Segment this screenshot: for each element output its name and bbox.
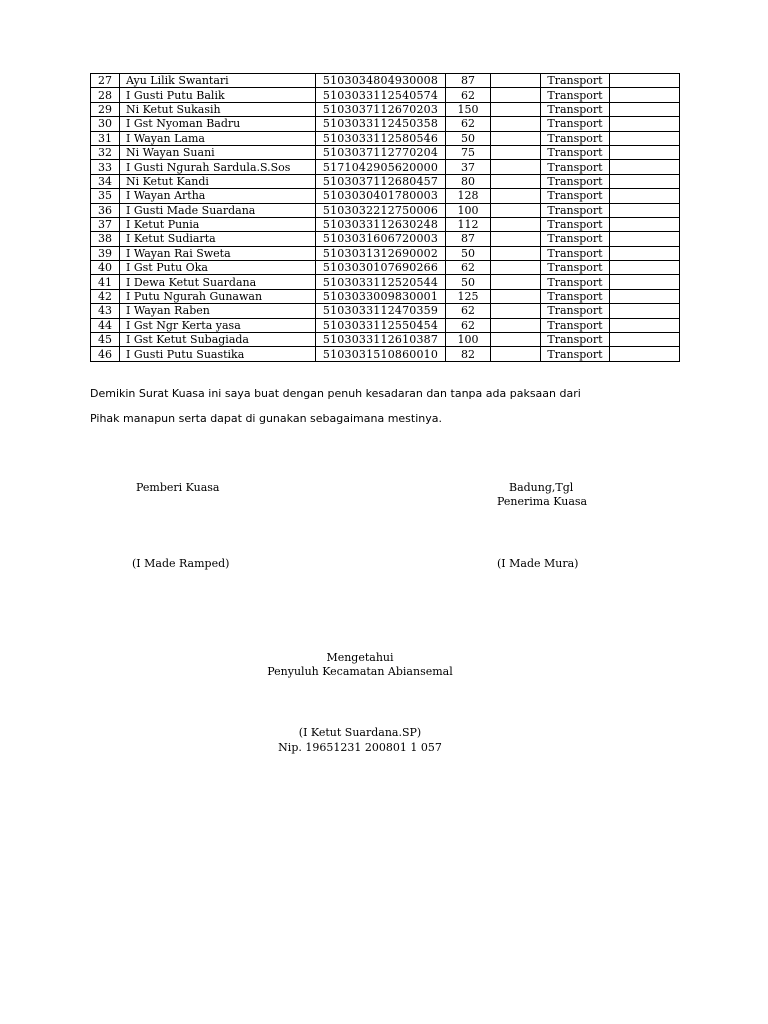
empty-cell <box>610 261 680 275</box>
signature-cell <box>491 189 541 203</box>
recipients-table <box>90 73 680 362</box>
recipient-amount: 112 <box>446 217 491 231</box>
recipient-nik: 5103030107690266 <box>316 261 446 275</box>
recipient-nik: 5103031510860010 <box>316 347 446 361</box>
acknowledge-name: (I Ketut Suardana.SP) <box>298 726 422 739</box>
recipient-nik: 5103037112680457 <box>316 174 446 188</box>
row-number: 39 <box>91 246 120 260</box>
table-row <box>91 203 680 217</box>
row-number: 27 <box>91 74 120 88</box>
acknowledge-role: Penyuluh Kecamatan Abiansemal <box>267 665 453 678</box>
statement-line-2: Pihak manapun serta dapat di gunakan sebagaimana mestinya. <box>90 412 442 425</box>
recipient-name: I Gusti Made Suardana <box>120 203 316 217</box>
empty-cell <box>610 289 680 303</box>
table-row <box>91 232 680 246</box>
recipient-nik: 5103033009830001 <box>316 289 446 303</box>
table-row <box>91 88 680 102</box>
recipient-amount: 128 <box>446 189 491 203</box>
recipient-amount: 87 <box>446 74 491 88</box>
row-number: 33 <box>91 160 120 174</box>
recipient-nik: 5103037112670203 <box>316 102 446 116</box>
recipient-note: Transport <box>541 145 610 159</box>
recipient-note: Transport <box>541 333 610 347</box>
recipient-amount: 150 <box>446 102 491 116</box>
recipient-nik: 5103033112470359 <box>316 304 446 318</box>
recipient-name: I Wayan Lama <box>120 131 316 145</box>
signature-cell <box>491 275 541 289</box>
recipient-amount: 62 <box>446 318 491 332</box>
table-row <box>91 189 680 203</box>
row-number: 38 <box>91 232 120 246</box>
empty-cell <box>610 203 680 217</box>
recipient-note: Transport <box>541 261 610 275</box>
receiver-name: (I Made Mura) <box>497 557 579 570</box>
recipient-amount: 50 <box>446 275 491 289</box>
recipient-name: Ni Ketut Kandi <box>120 174 316 188</box>
recipient-name: I Wayan Raben <box>120 304 316 318</box>
signature-cell <box>491 131 541 145</box>
recipient-note: Transport <box>541 289 610 303</box>
empty-cell <box>610 232 680 246</box>
recipient-name: Ni Wayan Suani <box>120 145 316 159</box>
recipient-name: I Gusti Putu Suastika <box>120 347 316 361</box>
table-row <box>91 174 680 188</box>
table-row <box>91 160 680 174</box>
recipient-amount: 50 <box>446 246 491 260</box>
recipient-note: Transport <box>541 88 610 102</box>
table-row <box>91 246 680 260</box>
empty-cell <box>610 189 680 203</box>
empty-cell <box>610 160 680 174</box>
signature-cell <box>491 318 541 332</box>
row-number: 31 <box>91 131 120 145</box>
row-number: 30 <box>91 117 120 131</box>
empty-cell <box>610 117 680 131</box>
recipient-nik: 5103031312690002 <box>316 246 446 260</box>
signature-cell <box>491 246 541 260</box>
recipient-name: I Wayan Artha <box>120 189 316 203</box>
empty-cell <box>610 347 680 361</box>
recipient-nik: 5103033112610387 <box>316 333 446 347</box>
recipient-nik: 5103034804930008 <box>316 74 446 88</box>
table-row <box>91 74 680 88</box>
recipient-note: Transport <box>541 304 610 318</box>
place-date: Badung,Tgl <box>509 481 574 494</box>
recipient-name: I Putu Ngurah Gunawan <box>120 289 316 303</box>
row-number: 42 <box>91 289 120 303</box>
signature-cell <box>491 102 541 116</box>
empty-cell <box>610 333 680 347</box>
table-row <box>91 145 680 159</box>
row-number: 41 <box>91 275 120 289</box>
recipients-table-body <box>91 74 680 362</box>
empty-cell <box>610 275 680 289</box>
recipient-amount: 62 <box>446 304 491 318</box>
empty-cell <box>610 102 680 116</box>
row-number: 29 <box>91 102 120 116</box>
recipient-note: Transport <box>541 174 610 188</box>
recipient-nik: 5103033112450358 <box>316 117 446 131</box>
recipient-name: I Wayan Rai Sweta <box>120 246 316 260</box>
row-number: 37 <box>91 217 120 231</box>
empty-cell <box>610 88 680 102</box>
recipient-amount: 100 <box>446 203 491 217</box>
signature-cell <box>491 232 541 246</box>
recipient-amount: 75 <box>446 145 491 159</box>
empty-cell <box>610 246 680 260</box>
recipient-note: Transport <box>541 217 610 231</box>
recipient-name: I Gst Ketut Subagiada <box>120 333 316 347</box>
row-number: 35 <box>91 189 120 203</box>
row-number: 32 <box>91 145 120 159</box>
table-row <box>91 275 680 289</box>
row-number: 45 <box>91 333 120 347</box>
recipient-amount: 80 <box>446 174 491 188</box>
signature-cell <box>491 217 541 231</box>
receiver-title: Penerima Kuasa <box>497 495 588 508</box>
signature-cell <box>491 174 541 188</box>
giver-name: (I Made Ramped) <box>132 557 230 570</box>
empty-cell <box>610 74 680 88</box>
recipient-name: I Gusti Ngurah Sardula.S.Sos <box>120 160 316 174</box>
row-number: 34 <box>91 174 120 188</box>
table-row <box>91 304 680 318</box>
recipient-amount: 82 <box>446 347 491 361</box>
row-number: 40 <box>91 261 120 275</box>
empty-cell <box>610 145 680 159</box>
recipient-note: Transport <box>541 131 610 145</box>
signature-cell <box>491 261 541 275</box>
recipient-amount: 87 <box>446 232 491 246</box>
recipient-nik: 5103030401780003 <box>316 189 446 203</box>
table-row <box>91 347 680 361</box>
recipient-nik: 5103032212750006 <box>316 203 446 217</box>
signature-cell <box>491 347 541 361</box>
recipient-name: Ayu Lilik Swantari <box>120 74 316 88</box>
signature-cell <box>491 333 541 347</box>
recipient-nik: 5103033112520544 <box>316 275 446 289</box>
recipient-note: Transport <box>541 160 610 174</box>
empty-cell <box>610 131 680 145</box>
recipient-amount: 62 <box>446 88 491 102</box>
recipient-note: Transport <box>541 232 610 246</box>
recipient-name: I Ketut Punia <box>120 217 316 231</box>
signature-cell <box>491 74 541 88</box>
recipient-name: I Gst Ngr Kerta yasa <box>120 318 316 332</box>
recipient-nik: 5103031606720003 <box>316 232 446 246</box>
empty-cell <box>610 304 680 318</box>
signature-cell <box>491 160 541 174</box>
recipient-name: I Gusti Putu Balik <box>120 88 316 102</box>
row-number: 36 <box>91 203 120 217</box>
row-number: 44 <box>91 318 120 332</box>
empty-cell <box>610 217 680 231</box>
recipient-amount: 50 <box>446 131 491 145</box>
recipient-amount: 100 <box>446 333 491 347</box>
signature-cell <box>491 289 541 303</box>
recipient-note: Transport <box>541 74 610 88</box>
signature-cell <box>491 145 541 159</box>
recipient-amount: 125 <box>446 289 491 303</box>
table-row <box>91 117 680 131</box>
recipient-nik: 5103033112550454 <box>316 318 446 332</box>
empty-cell <box>610 318 680 332</box>
recipient-name: I Gst Putu Oka <box>120 261 316 275</box>
recipient-note: Transport <box>541 347 610 361</box>
acknowledge-label: Mengetahui <box>326 651 394 664</box>
row-number: 28 <box>91 88 120 102</box>
recipient-amount: 62 <box>446 261 491 275</box>
giver-title: Pemberi Kuasa <box>136 481 220 494</box>
recipient-nik: 5103033112630248 <box>316 217 446 231</box>
recipient-note: Transport <box>541 117 610 131</box>
table-row <box>91 289 680 303</box>
recipient-nik: 5103033112580546 <box>316 131 446 145</box>
table-row <box>91 131 680 145</box>
recipient-name: I Dewa Ketut Suardana <box>120 275 316 289</box>
empty-cell <box>610 174 680 188</box>
signature-cell <box>491 88 541 102</box>
recipient-note: Transport <box>541 203 610 217</box>
table-row <box>91 318 680 332</box>
recipient-note: Transport <box>541 246 610 260</box>
recipient-name: I Ketut Sudiarta <box>120 232 316 246</box>
row-number: 46 <box>91 347 120 361</box>
recipient-amount: 62 <box>446 117 491 131</box>
recipient-nik: 5103037112770204 <box>316 145 446 159</box>
row-number: 43 <box>91 304 120 318</box>
recipient-amount: 37 <box>446 160 491 174</box>
recipient-name: I Gst Nyoman Badru <box>120 117 316 131</box>
recipient-name: Ni Ketut Sukasih <box>120 102 316 116</box>
signature-cell <box>491 203 541 217</box>
table-row <box>91 333 680 347</box>
recipient-note: Transport <box>541 189 610 203</box>
recipient-note: Transport <box>541 318 610 332</box>
recipient-nik: 5171042905620000 <box>316 160 446 174</box>
signature-cell <box>491 304 541 318</box>
statement-line-1: Demikin Surat Kuasa ini saya buat dengan penuh kesadaran dan tanpa ada paksaan dari <box>90 387 581 400</box>
table-row <box>91 261 680 275</box>
recipient-note: Transport <box>541 102 610 116</box>
table-row <box>91 217 680 231</box>
signature-cell <box>491 117 541 131</box>
recipient-nik: 5103033112540574 <box>316 88 446 102</box>
recipient-note: Transport <box>541 275 610 289</box>
recipients-table-container <box>90 73 680 362</box>
table-row <box>91 102 680 116</box>
acknowledge-nip: Nip. 19651231 200801 1 057 <box>278 741 442 754</box>
